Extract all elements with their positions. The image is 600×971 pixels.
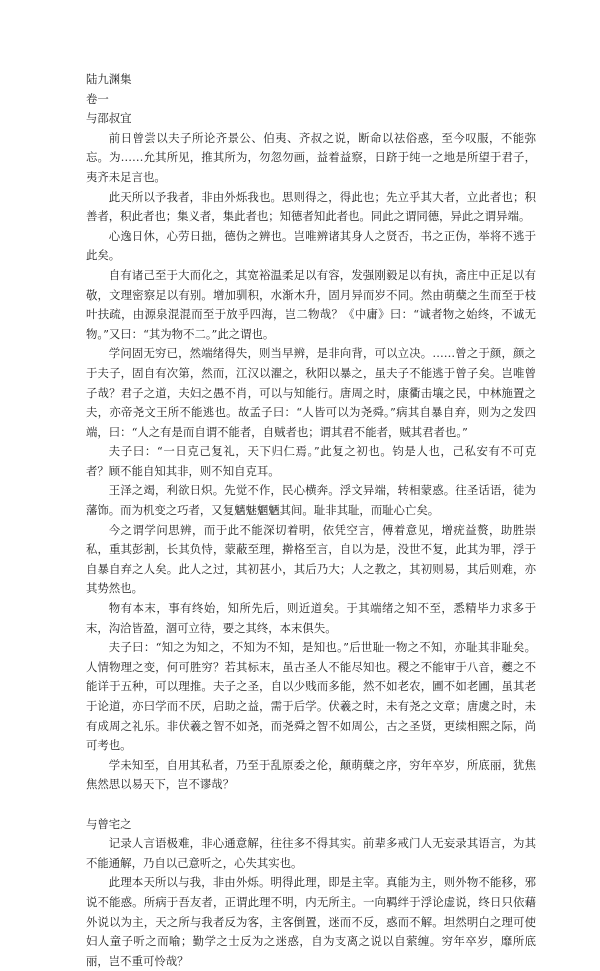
paragraph: 学未知至，自用其私者，乃至于乱原委之伦，颠萌蘖之序，穷年卒岁，所底丽，犹焦焦然思以易天下，岂不谬哉？ (86, 757, 536, 792)
section-gap (86, 795, 536, 815)
letter-section (86, 815, 536, 971)
paragraph: 学问固无穷已，然端绪得失，则当早辨，是非向背，可以立决。……曾之于颜，颜之于夫子，固自有次第，然而，江汉以濯之，秋阳以暴之，虽夫子不能逃于曾子矣。岂唯曾子哉？君子之道，夫妇之愚不肖，可以与知能行。唐周之时，康衢击壤之民，中林施置之夫，亦帝尧文王所不能逃也。故孟子曰：“人皆可以为尧舜。”病其自暴自弃，则为之发四端，曰：“人之有是而自谓不能者，自贼者也；谓其君不能者，贼其君者也。” (86, 346, 536, 439)
paragraph: 夫子曰：“知之为知之，不知为不知，是知也。”后世耻一物之不知，亦耻其非耻矣。人情物理之变，何可胜穷？若其标末，虽古圣人不能尽知也。稷之不能审于八音，夔之不能详于五种，可以理推。夫子之圣，自以少贱而多能，然不如老农，圃不如老圃，虽其老于论道，亦曰学而不厌，启助之益，需于后学。伏羲之时，未有尧之文章；唐虞之时，未有成周之礼乐。非伏羲之智不如尧，而尧舜之智不如周公，古之圣贤，更续相熙之际，尚可考也。 (86, 640, 536, 753)
paragraph: 此理本天所以与我，非由外烁。明得此理，即是主宰。真能为主，则外物不能移，邪说不能惑。所病于吾友者，正谓此理不明，内无所主。一向羁绊于浮论虚说，终日只依藉外说以为主，天之所与我者反为客，主客倒置，迷而不反，惑而不解。坦然明白之理可使妇人童子听之而喻；勤学之士反为之迷惑，自为支离之说以自萦缠。穷年卒岁，靡所底丽，岂不重可怜哉？ (86, 875, 536, 968)
paragraph: 物有本末，事有终始，知所先后，则近道矣。于其端绪之知不至，悉精毕力求多于末，沟洽皆盈，涸可立待，要之其终，本末俱失。 (86, 601, 536, 635)
book-title: 陆九渊集 (86, 72, 132, 86)
section-heading: 与曾宅之 (86, 816, 132, 831)
paragraph: 自有诸己至于大而化之，其宽裕温柔足以有容，发强刚毅足以有执，斋庄中正足以有敬，文理密察足以有别。增加驯积，水渐木升，固月异而岁不同。然由萌蘖之生而至于枝叶扶疏，由源泉混混而至于放乎四海，岂二物哉？《中庸》曰：“诚者物之始终，不诚无物。”又曰：“其为物不二。”此之谓也。 (86, 267, 536, 341)
paragraph: 心逸日休，心劳日拙，德伪之辨也。岂唯辨诸其身人之贤否，书之正伪，举将不逃于此矣。 (86, 228, 536, 263)
paragraph: 记录人言语极难，非心通意解，往往多不得其实。前辈多戒门人无妄录其语言，为其不能通解，乃自以己意听之，心失其实也。 (86, 836, 536, 870)
section-heading: 与邵叔宜 (86, 111, 132, 126)
paragraph: 今之谓学问思辨，而于此不能深切着明，依凭空言，傅着意见，增疣益赘，助胜崇私，重其彭割，长其负恃，蒙蔽至理，擀格至言，自以为是，没世不复，此其为罪，浮于自暴自弃之人矣。此人之过，其初甚小，其后乃大；人之教之，其初则易，其后则难，亦其势然也。 (86, 522, 536, 596)
paragraph: 王泽之竭，利欲日炽。先觉不作，民心横奔。浮文异端，转相蒙惑。往圣话语，徒为藩饰。而为机变之巧者，又复魑魅魍魉其间。耻非其耻，而耻心亡矣。 (86, 483, 536, 518)
document-page (86, 70, 536, 971)
paragraph: 前日曾尝以夫子所论齐景公、伯夷、齐叔之说，断命以祛俗惑，至今叹服，不能弥忘。为……允其所见，推其所为，勿忽勿画，益着益察，日跻于纯一之地是所望于君子，夷齐未足言也。 (86, 130, 536, 184)
letter-section (86, 109, 536, 795)
volume-label: 卷一 (86, 91, 109, 106)
paragraph: 夫子曰：“一日克己复礼，天下归仁焉。”此复之初也。钧是人也，己私安有不可克者？顾不能自知其非，则不知自克耳。 (86, 444, 536, 478)
paragraph: 此天所以予我者，非由外烁我也。思则得之，得此也；先立乎其大者，立此者也；积善者，积此者也；集义者，集此者也；知德者知此者也。同此之谓同德，异此之谓异端。 (86, 189, 536, 224)
